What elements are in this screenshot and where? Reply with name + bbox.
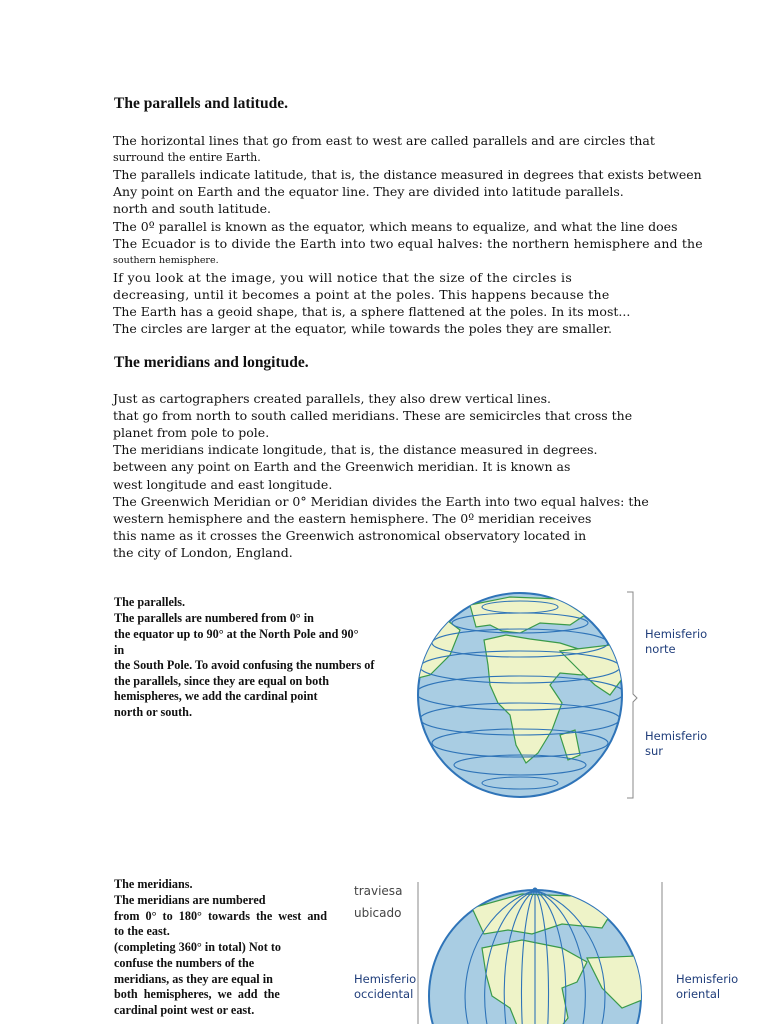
text-line: surround the entire Earth. bbox=[113, 151, 261, 164]
text-line: The parallels indicate latitude, that is, the distance measured in degrees that exists between bbox=[113, 167, 702, 182]
caption-line: hemispheres, we add the cardinal point bbox=[114, 689, 318, 703]
label-hemisferio-norte bbox=[645, 627, 707, 657]
label-line: occidental bbox=[354, 987, 414, 1001]
text-line: Any point on Earth and the equator line. They are divided into latitude parallels. bbox=[113, 184, 624, 199]
caption-line: cardinal point west or east. bbox=[114, 1003, 255, 1017]
text-line: between any point on Earth and the Greenwich meridian. It is known as bbox=[113, 459, 571, 474]
label-line: Hemisferio bbox=[645, 729, 708, 743]
caption-line: The parallels are numbered from 0° in bbox=[114, 611, 314, 625]
side-text-traviesa: traviesa bbox=[354, 884, 403, 898]
text-line: The horizontal lines that go from east to west are called parallels and are circles that bbox=[113, 133, 655, 148]
caption-line: both hemispheres, we add the bbox=[114, 987, 280, 1001]
text-line: planet from pole to pole. bbox=[113, 425, 270, 440]
text-line: the city of London, England. bbox=[113, 545, 293, 560]
label-line: oriental bbox=[676, 987, 721, 1001]
caption-line: from 0° to 180° towards the west and bbox=[114, 909, 327, 923]
caption-line: The meridians are numbered bbox=[114, 893, 266, 907]
parallels-globe-figure bbox=[410, 585, 640, 805]
caption-line: the parallels, since they are equal on both bbox=[114, 674, 330, 688]
caption-line: the South Pole. To avoid confusing the numbers of bbox=[114, 658, 375, 672]
label-line: Hemisferio bbox=[676, 972, 739, 986]
text-line: If you look at the image, you will notice that the size of the circles is bbox=[113, 270, 573, 285]
hemisphere-brackets bbox=[625, 590, 645, 802]
text-line: The Greenwich Meridian or 0° Meridian divides the Earth into two equal halves: the bbox=[113, 494, 649, 509]
caption-line: confuse the numbers of the bbox=[114, 956, 255, 970]
text-line: north and south latitude. bbox=[113, 201, 272, 216]
text-line: The meridians indicate longitude, that is, the distance measured in degrees. bbox=[113, 442, 598, 457]
text-line: decreasing, until it becomes a point at the poles. This happens because the bbox=[113, 287, 610, 302]
label-line: Hemisferio bbox=[645, 627, 708, 641]
section-heading-parallels: The parallels and latitude. bbox=[114, 95, 288, 112]
caption-line: (completing 360° in total) Not to bbox=[114, 940, 282, 954]
text-line: The Earth has a geoid shape, that is, a sphere flattened at the poles. In its most... bbox=[113, 304, 631, 319]
caption-line: north or south. bbox=[114, 705, 192, 719]
meridians-globe-figure bbox=[412, 878, 672, 1024]
label-line: norte bbox=[645, 642, 676, 656]
caption-line: meridians, as they are equal in bbox=[114, 972, 273, 986]
text-line: The circles are larger at the equator, while towards the poles they are smaller. bbox=[113, 321, 612, 336]
caption-line: the equator up to 90° at the North Pole and 90° bbox=[114, 627, 359, 641]
caption-line: to the east. bbox=[114, 924, 170, 938]
text-line: southern hemisphere. bbox=[113, 255, 219, 266]
text-line: west longitude and east longitude. bbox=[113, 477, 333, 492]
label-hemisferio-sur bbox=[645, 729, 707, 759]
label-line: Hemisferio bbox=[354, 972, 417, 986]
text-line: Just as cartographers created parallels, they also drew vertical lines. bbox=[113, 391, 552, 406]
caption-line: The meridians. bbox=[114, 877, 193, 891]
label-hemisferio-occidental bbox=[354, 972, 416, 1002]
text-line: western hemisphere and the eastern hemisphere. The 0º meridian receives bbox=[113, 511, 592, 526]
text-line: The 0º parallel is known as the equator, which means to equalize, and what the line does bbox=[113, 219, 678, 234]
text-line: that go from north to south called meridians. These are semicircles that cross the bbox=[113, 408, 633, 423]
label-line: sur bbox=[645, 744, 664, 758]
label-hemisferio-oriental bbox=[676, 972, 738, 1002]
caption-line: in bbox=[114, 643, 125, 657]
section-heading-meridians: The meridians and longitude. bbox=[114, 354, 309, 371]
text-line: this name as it crosses the Greenwich astronomical observatory located in bbox=[113, 528, 587, 543]
caption-line: The parallels. bbox=[114, 595, 186, 609]
text-line: The Ecuador is to divide the Earth into two equal halves: the northern hemisphere and the bbox=[113, 236, 703, 251]
side-text-ubicado: ubicado bbox=[354, 906, 402, 920]
